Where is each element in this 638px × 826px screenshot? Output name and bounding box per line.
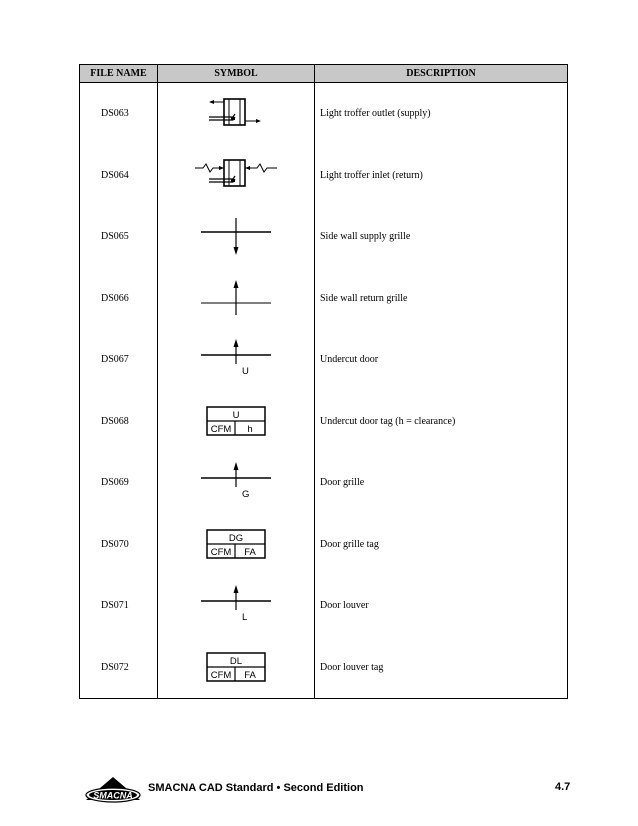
tag-top-label: DL <box>229 656 243 668</box>
description-cell: Undercut door tag (h = clearance) <box>315 391 568 453</box>
tag-top-label: DG <box>228 533 244 545</box>
file-name-cell: DS064 <box>80 145 158 207</box>
file-name-cell: DS065 <box>80 206 158 268</box>
table-row <box>80 637 568 699</box>
table-header-row <box>80 65 568 83</box>
description-cell: Light troffer inlet (return) <box>315 145 568 207</box>
header-symbol: SYMBOL <box>158 65 315 83</box>
door-grille-tag-symbol <box>206 529 266 559</box>
symbol-cell <box>158 637 315 699</box>
table-row <box>80 329 568 391</box>
table-row <box>80 575 568 637</box>
undercut-door-tag-symbol <box>206 406 266 436</box>
file-name-cell: DS070 <box>80 514 158 576</box>
door-louver-tag-symbol <box>206 652 266 682</box>
page-footer <box>0 770 638 810</box>
symbol-table <box>79 64 568 699</box>
symbol-cell <box>158 391 315 453</box>
light-troffer-inlet-symbol <box>191 155 281 195</box>
tag-right-label: FA <box>244 547 256 559</box>
description-cell: Door louver tag <box>315 637 568 699</box>
undercut-door-symbol <box>199 337 273 383</box>
table-row <box>80 145 568 207</box>
side-wall-supply-grille-symbol <box>199 216 273 258</box>
tag-left-label: CFM <box>210 670 232 682</box>
file-name-cell: DS072 <box>80 637 158 699</box>
symbol-cell <box>158 575 315 637</box>
smacna-logo <box>85 776 141 806</box>
tag-right-label: h <box>247 424 253 436</box>
file-name-cell: DS069 <box>80 452 158 514</box>
description-cell: Door louver <box>315 575 568 637</box>
tag-left-label: CFM <box>210 547 232 559</box>
logo-text: SMACNA <box>93 790 133 801</box>
symbol-cell <box>158 206 315 268</box>
door-grille-label: G <box>242 488 250 500</box>
door-louver-label: L <box>242 611 248 623</box>
header-file-name: FILE NAME <box>80 65 158 83</box>
table-row <box>80 83 568 145</box>
table-row <box>80 268 568 330</box>
symbol-cell <box>158 514 315 576</box>
description-cell: Side wall supply grille <box>315 206 568 268</box>
file-name-cell: DS071 <box>80 575 158 637</box>
description-cell: Door grille <box>315 452 568 514</box>
table-row <box>80 206 568 268</box>
door-grille-symbol <box>199 460 273 506</box>
table-row <box>80 452 568 514</box>
light-troffer-outlet-symbol <box>201 94 271 134</box>
side-wall-return-grille-symbol <box>199 277 273 319</box>
footer-title: SMACNA CAD Standard • Second Edition <box>148 782 364 794</box>
table-row <box>80 514 568 576</box>
undercut-door-label: U <box>242 365 249 377</box>
file-name-cell: DS066 <box>80 268 158 330</box>
file-name-cell: DS067 <box>80 329 158 391</box>
door-louver-symbol <box>199 583 273 629</box>
table-row <box>80 391 568 453</box>
description-cell: Side wall return grille <box>315 268 568 330</box>
symbol-cell <box>158 452 315 514</box>
symbol-cell <box>158 329 315 391</box>
description-cell: Light troffer outlet (supply) <box>315 83 568 145</box>
tag-right-label: FA <box>244 670 256 682</box>
header-description: DESCRIPTION <box>315 65 568 83</box>
file-name-cell: DS063 <box>80 83 158 145</box>
symbol-cell <box>158 268 315 330</box>
file-name-cell: DS068 <box>80 391 158 453</box>
symbol-cell <box>158 83 315 145</box>
description-cell: Door grille tag <box>315 514 568 576</box>
tag-top-label: U <box>232 410 240 422</box>
description-cell: Undercut door <box>315 329 568 391</box>
symbol-cell <box>158 145 315 207</box>
page-number: 4.7 <box>555 781 571 793</box>
tag-left-label: CFM <box>210 424 232 436</box>
